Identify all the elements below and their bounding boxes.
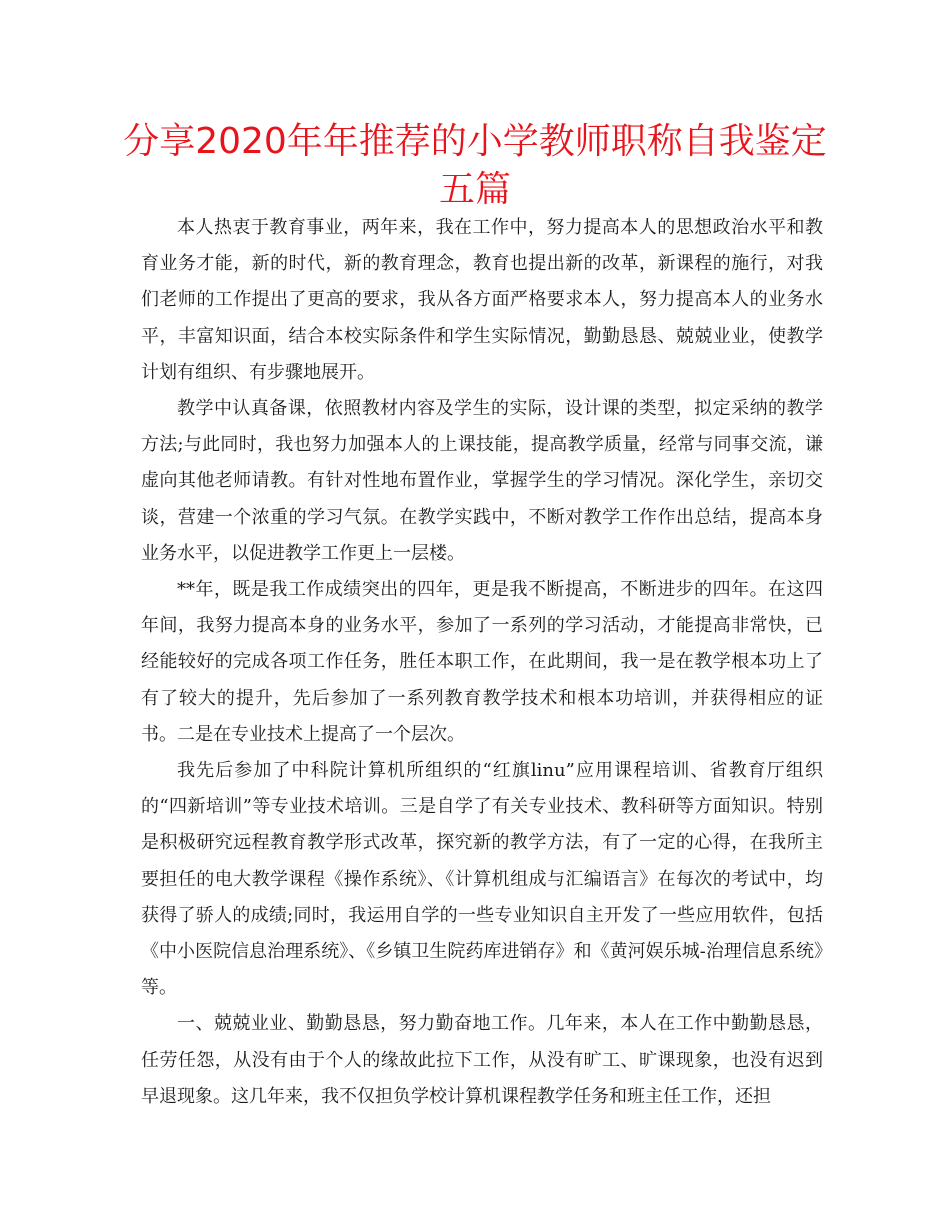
paragraph-4: 我先后参加了中科院计算机所组织的“红旗linu”应用课程培训、省教育厅组织的“四新培训”等专业技术培训。三是自学了有关专业技术、教科研等方面知识。特别是积极研究远程教育教学形式改革，探究新的教学方法，有了一定的心得，在我所主要担任的电大教学课程《操作系统》、《计算机组成与汇编语言》在每次的考试中，均获得了骄人的成绩;同时，我运用自学的一些专业知识自主开发了一些应用软件，包括《中小医院信息治理系统》、《乡镇卫生院药库进销存》和《黄河娱乐城-治理信息系统》等。 — [141, 760, 823, 999]
document-title: 分享2020年年推荐的小学教师职称自我鉴定五篇 — [123, 121, 827, 210]
paragraph-1: 本人热衷于教育事业，两年来，我在工作中，努力提高本人的思想政治水平和教育业务才能，新的时代，新的教育理念，教育也提出新的改革，新课程的施行，对我们老师的工作提出了更高的要求，我从各方面严格要求本人，努力提高本人的业务水平，丰富知识面，结合本校实际条件和学生实际情况，勤勤恳恳、兢兢业业，使教学计划有组织、有步骤地展开。 — [141, 217, 823, 383]
document-body — [141, 210, 823, 1115]
paragraph-3: **年，既是我工作成绩突出的四年，更是我不断提高，不断进步的四年。在这四年间，我努力提高本身的业务水平，参加了一系列的学习活动，才能提高非常快，已经能较好的完成各项工作任务，胜任本职工作，在此期间，我一是在教学根本功上了有了较大的提升，先后参加了一系列教育教学技术和根本功培训，并获得相应的证书。二是在专业技术上提高了一个层次。 — [141, 579, 823, 745]
paragraph-2: 教学中认真备课，依照教材内容及学生的实际，设计课的类型，拟定采纳的教学方法;与此同时，我也努力加强本人的上课技能，提高教学质量，经常与同事交流，谦虚向其他老师请教。有针对性地布置作业，掌握学生的学习情况。深化学生，亲切交谈，营建一个浓重的学习气氛。在教学实践中，不断对教学工作作出总结，提高本身业务水平，以促进教学工作更上一层楼。 — [141, 398, 823, 564]
paragraph-5: 一、兢兢业业、勤勤恳恳，努力勤奋地工作。几年来，本人在工作中勤勤恳恳，任劳任怨，从没有由于个人的缘故此拉下工作，从没有旷工、旷课现象，也没有迟到早退现象。这几年来，我不仅担负学校计算机课程教学任务和班主任工作，还担 — [141, 1013, 823, 1107]
